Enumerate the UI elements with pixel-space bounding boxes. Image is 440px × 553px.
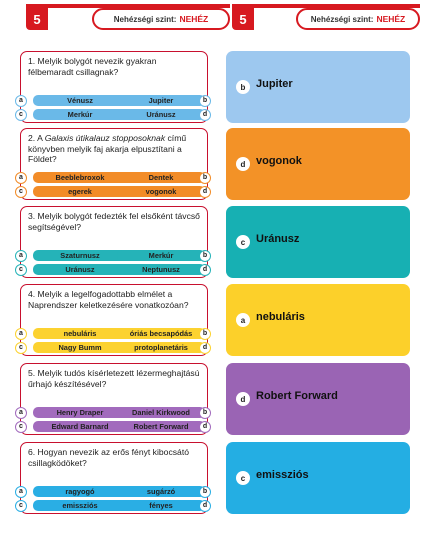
- question-card-2: [20, 128, 208, 200]
- page-number-right: 5: [232, 8, 254, 30]
- option-a[interactable]: Vénusz: [33, 95, 127, 106]
- option-a[interactable]: ragyogó: [33, 486, 127, 497]
- question-text-part: 2. A: [28, 133, 45, 143]
- option-c[interactable]: emissziós: [33, 500, 127, 511]
- answer-text: nebuláris: [256, 311, 305, 323]
- question-text-part: című könyvben melyik faj akarja elpusztítani a Földet?: [28, 133, 187, 165]
- option-letter-a: a: [15, 328, 27, 340]
- question-card-5: [20, 363, 208, 435]
- option-letter-b: b: [199, 172, 211, 184]
- option-letter-a: a: [15, 172, 27, 184]
- question-text: 4. Melyik a legelfogadottabb elmélet a Naprendszer keletkezésére vonatkozóan?: [28, 289, 189, 310]
- answer-text: Jupiter: [256, 78, 293, 90]
- option-letter-d: d: [199, 264, 211, 276]
- option-d[interactable]: vogonok: [117, 186, 205, 197]
- option-a[interactable]: Beeblebroxok: [33, 172, 127, 183]
- option-letter-d: d: [199, 109, 211, 121]
- answer-letter: b: [236, 80, 250, 94]
- option-letter-d: d: [199, 186, 211, 198]
- question-text: 3. Melyik bolygót fedezték fel elsőként távcső segítségével?: [28, 211, 200, 232]
- option-c[interactable]: Merkúr: [33, 109, 127, 120]
- option-letter-b: b: [199, 486, 211, 498]
- option-letter-a: a: [15, 250, 27, 262]
- option-letter-c: c: [15, 342, 27, 354]
- option-letter-d: d: [199, 342, 211, 354]
- option-letter-c: c: [15, 186, 27, 198]
- question-text: 5. Melyik tudós kísérletezett lézermeghajtású űrhajó készítésével?: [28, 368, 200, 389]
- answer-panel-2: [226, 128, 410, 200]
- question-text: 1. Melyik bolygót nevezik gyakran félbemaradt csillagnak?: [28, 56, 157, 77]
- option-letter-c: c: [15, 109, 27, 121]
- option-letter-b: b: [199, 328, 211, 340]
- option-letter-d: d: [199, 421, 211, 433]
- option-letter-d: d: [199, 500, 211, 512]
- page-number-left: 5: [26, 8, 48, 30]
- difficulty-label-left: [92, 8, 230, 30]
- option-a[interactable]: Henry Draper: [33, 407, 127, 418]
- question-card-4: [20, 284, 208, 356]
- option-b[interactable]: Merkúr: [117, 250, 205, 261]
- difficulty-value: NEHÉZ: [376, 14, 406, 24]
- option-b[interactable]: Jupiter: [117, 95, 205, 106]
- answer-panel-1: [226, 51, 410, 123]
- option-letter-b: b: [199, 95, 211, 107]
- answer-letter: c: [236, 235, 250, 249]
- answer-text: emissziós: [256, 469, 309, 481]
- option-d[interactable]: Robert Forward: [117, 421, 205, 432]
- answer-panel-3: [226, 206, 410, 278]
- answer-letter: d: [236, 392, 250, 406]
- answer-letter: c: [236, 471, 250, 485]
- difficulty-label-right: [296, 8, 420, 30]
- option-d[interactable]: Neptunusz: [117, 264, 205, 275]
- option-c[interactable]: egerek: [33, 186, 127, 197]
- option-letter-a: a: [15, 95, 27, 107]
- option-b[interactable]: sugárzó: [117, 486, 205, 497]
- option-b[interactable]: Dentek: [117, 172, 205, 183]
- question-card-1: [20, 51, 208, 123]
- option-letter-c: c: [15, 500, 27, 512]
- difficulty-caption: Nehézségi szint:: [310, 14, 374, 24]
- option-c[interactable]: Edward Barnard: [33, 421, 127, 432]
- option-a[interactable]: Szaturnusz: [33, 250, 127, 261]
- option-letter-a: a: [15, 486, 27, 498]
- answer-letter: d: [236, 157, 250, 171]
- option-letter-b: b: [199, 250, 211, 262]
- answer-letter: a: [236, 313, 250, 327]
- answer-panel-6: [226, 442, 410, 514]
- option-c[interactable]: Uránusz: [33, 264, 127, 275]
- option-letter-c: c: [15, 421, 27, 433]
- option-a[interactable]: nebuláris: [33, 328, 127, 339]
- option-letter-c: c: [15, 264, 27, 276]
- option-letter-b: b: [199, 407, 211, 419]
- answer-text: Robert Forward: [256, 390, 338, 402]
- option-c[interactable]: Nagy Bumm: [33, 342, 127, 353]
- option-d[interactable]: Uránusz: [117, 109, 205, 120]
- option-b[interactable]: óriás becsapódás: [117, 328, 205, 339]
- book-title: Galaxis útikalauz stopposoknak: [44, 133, 166, 143]
- question-text: 6. Hogyan nevezik az erős fényt kibocsátó csillagködöket?: [28, 447, 189, 468]
- question-card-6: [20, 442, 208, 514]
- difficulty-value: NEHÉZ: [179, 14, 209, 24]
- answer-text: Uránusz: [256, 233, 300, 245]
- answer-panel-5: [226, 363, 410, 435]
- option-b[interactable]: Daniel Kirkwood: [117, 407, 205, 418]
- answer-panel-4: [226, 284, 410, 356]
- difficulty-caption: Nehézségi szint:: [113, 14, 177, 24]
- option-letter-a: a: [15, 407, 27, 419]
- option-d[interactable]: fényes: [117, 500, 205, 511]
- option-d[interactable]: protoplanetáris: [117, 342, 205, 353]
- answer-text: vogonok: [256, 155, 302, 167]
- question-text: [28, 133, 204, 165]
- question-card-3: [20, 206, 208, 278]
